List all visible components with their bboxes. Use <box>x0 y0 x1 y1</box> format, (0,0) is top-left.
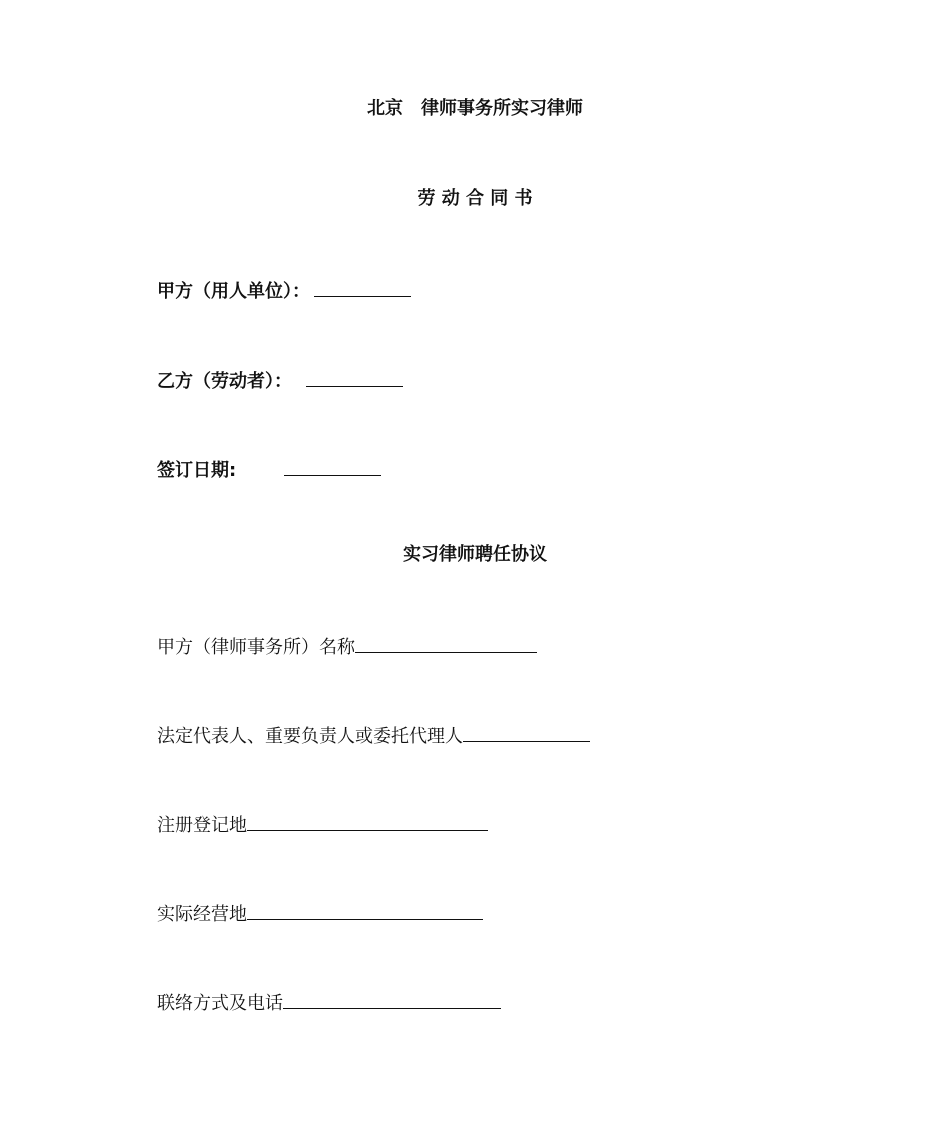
field-label: 联络方式及电话 <box>157 993 283 1014</box>
party-b-line <box>157 366 403 394</box>
title-firm: 律师事务所实习律师 <box>421 98 583 119</box>
party-a-label: 甲方（用人单位）： <box>157 281 310 302</box>
sign-date-label: 签订日期: <box>157 460 237 481</box>
field-legal-representative <box>157 721 590 749</box>
document-title <box>0 97 950 121</box>
party-a-line <box>157 276 411 304</box>
party-a-blank <box>314 276 411 297</box>
field-blank <box>247 899 483 920</box>
agreement-title: 实习律师聘任协议 <box>403 544 547 565</box>
field-blank <box>463 721 590 742</box>
field-blank <box>247 810 488 831</box>
field-firm-name <box>157 632 537 660</box>
party-b-blank <box>306 366 403 387</box>
sign-date-line <box>157 455 381 483</box>
field-blank <box>355 632 537 653</box>
field-registered-address <box>157 810 488 838</box>
field-contact <box>157 988 501 1016</box>
field-business-address <box>157 899 483 927</box>
party-b-label: 乙方（劳动者）： <box>157 371 292 392</box>
field-label: 法定代表人、重要负责人或委托代理人 <box>157 726 463 747</box>
sign-date-blank <box>284 455 381 476</box>
title-city: 北京 <box>367 98 403 119</box>
field-label: 甲方（律师事务所）名称 <box>157 637 355 658</box>
field-label: 注册登记地 <box>157 815 247 836</box>
document-subtitle: 劳 动 合 同 书 <box>417 188 533 209</box>
field-label: 实际经营地 <box>157 904 247 925</box>
field-blank <box>283 988 501 1009</box>
